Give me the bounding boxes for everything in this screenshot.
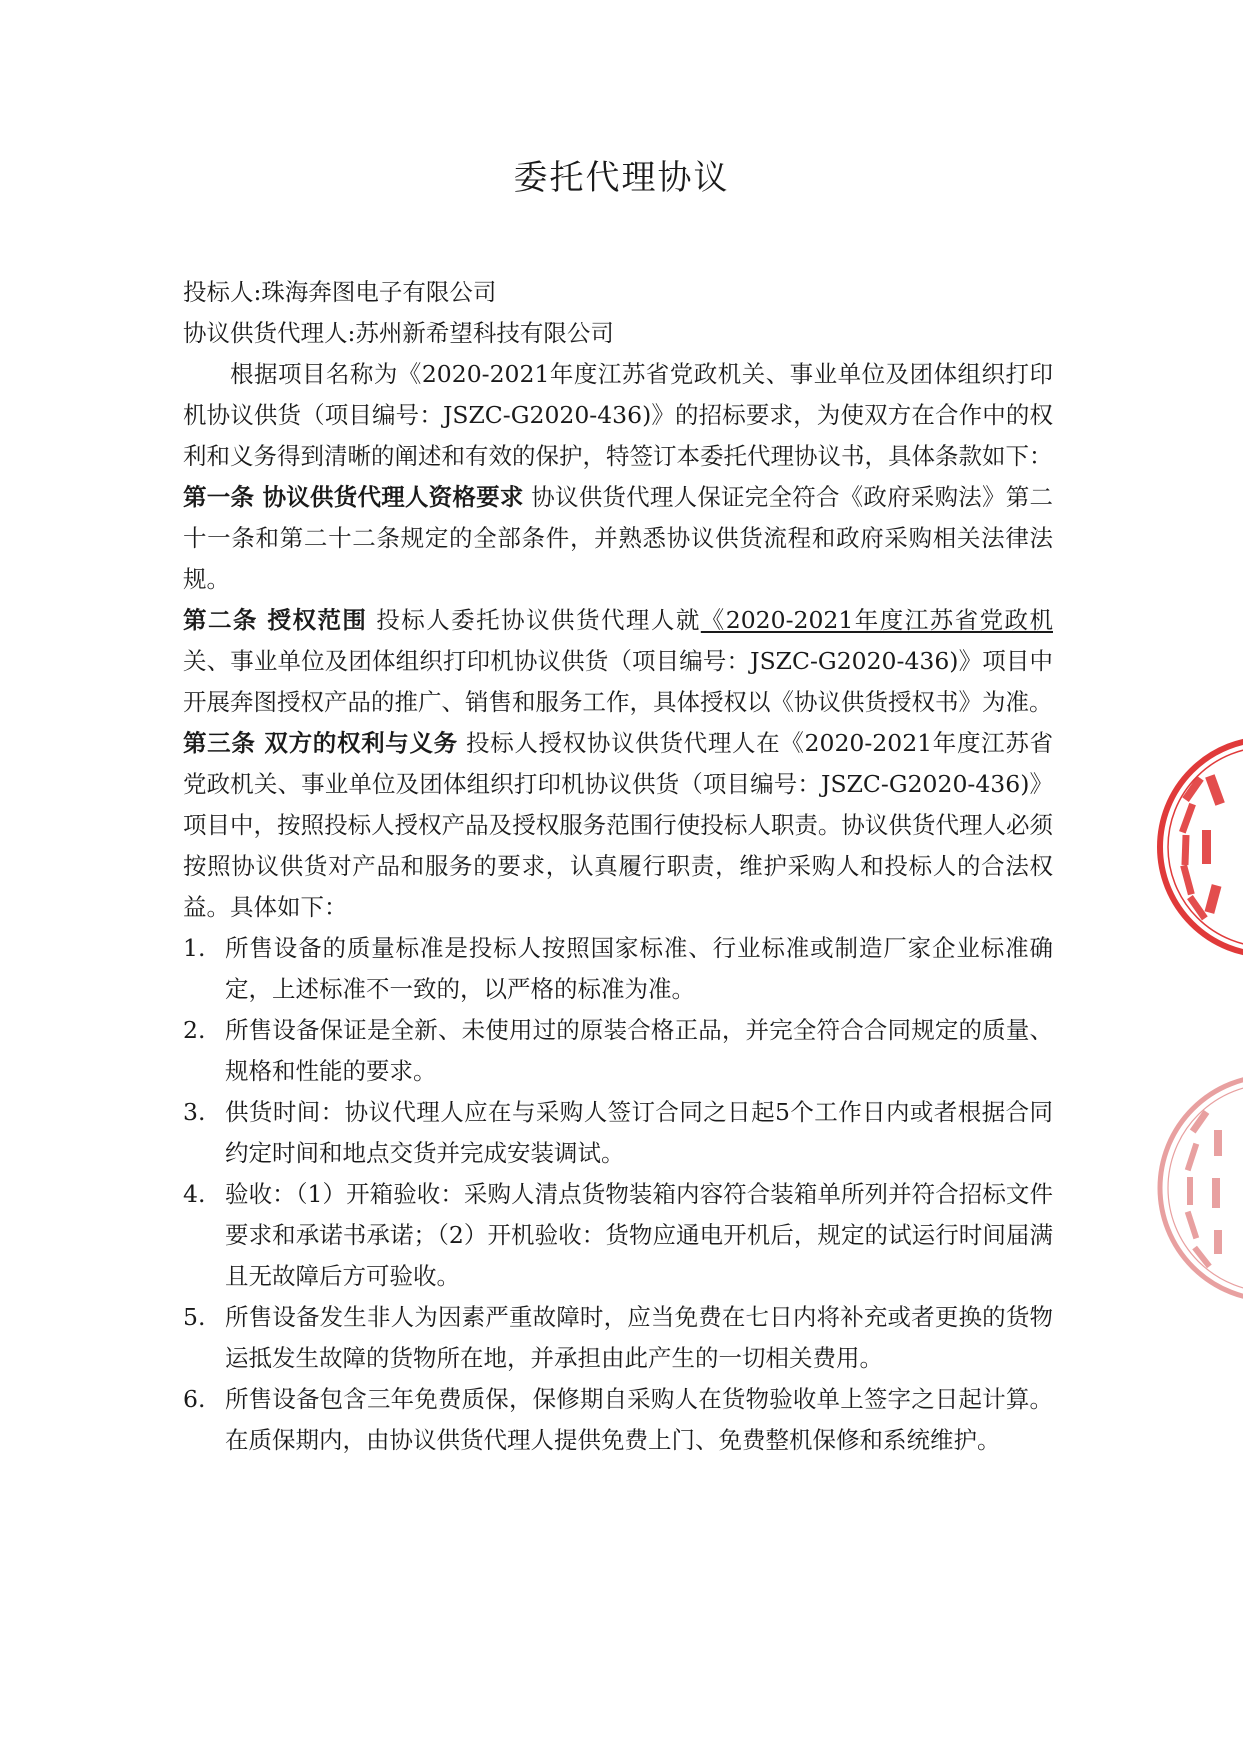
clause-3-heading: 第三条 双方的权利与义务 — [183, 729, 458, 757]
clause-2-heading: 第二条 授权范围 — [183, 606, 368, 634]
bidder-seal-stamp — [1150, 1070, 1243, 1310]
document-title: 委托代理协议 — [513, 158, 730, 198]
list-item-number: 6. — [183, 1385, 206, 1413]
list-item-text: 所售设备保证是全新、未使用过的原装合格正品，并完全符合合同规定的质量、规格和性能的要求。 — [225, 1016, 1053, 1085]
agent-line: 协议供货代理人:苏州新希望科技有限公司 — [183, 319, 614, 347]
clause-3-text: 投标人授权协议供货代理人在《2020-2021年度江苏省党政机关、事业单位及团体组织打印机协议供货（项目编号：JSZC-G2020-436)》项目中，按照投标人授权产品及授权服务范围行使投标人职责。协议供货代理人必须按照协议供货对产品和服务的要求，认真履行职责，维护采购人和投标人的合法权益。具体如下： — [183, 729, 1053, 921]
intro-paragraph: 根据项目名称为《2020-2021年度江苏省党政机关、事业单位及团体组织打印机协议供货（项目编号：JSZC-G2020-436)》的招标要求，为使双方在合作中的权利和义务得到清晰的阐述和有效的保护，特签订本委托代理协议书，具体条款如下： — [183, 360, 1053, 470]
list-item — [183, 928, 1053, 1010]
list-item-number: 3. — [183, 1098, 206, 1126]
list-item — [183, 1092, 1053, 1174]
document-body — [183, 272, 1053, 1461]
clause-2-underlined: 《2020-2021年度江苏省党政机 — [700, 606, 1053, 634]
clause-1-text: 协议供货代理人保证完全符合《政府采购法》第二十一条和第二十二条规定的全部条件，并熟悉协议供货流程和政府采购相关法律法规。 — [183, 483, 1053, 593]
obligation-list — [183, 928, 1053, 1461]
clause-2-text-after: 关、事业单位及团体组织打印机协议供货（项目编号：JSZC-G2020-436)》项目中开展奔图授权产品的推广、销售和服务工作，具体授权以《协议供货授权书》为准。 — [183, 647, 1053, 716]
list-item-text: 验收：（1）开箱验收：采购人清点货物装箱内容符合装箱单所列并符合招标文件要求和承诺书承诺；（2）开机验收：货物应通电开机后，规定的试运行时间届满且无故障后方可验收。 — [225, 1180, 1053, 1290]
list-item — [183, 1297, 1053, 1379]
clause-2 — [183, 600, 1053, 723]
list-item — [183, 1174, 1053, 1297]
list-item-text: 所售设备的质量标准是投标人按照国家标准、行业标准或制造厂家企业标准确定，上述标准不一致的，以严格的标准为准。 — [225, 934, 1053, 1003]
clause-1 — [183, 477, 1053, 600]
list-item-text: 所售设备发生非人为因素严重故障时，应当免费在七日内将补充或者更换的货物运抵发生故障的货物所在地，并承担由此产生的一切相关费用。 — [225, 1303, 1053, 1372]
list-item-number: 5. — [183, 1303, 206, 1331]
list-item — [183, 1010, 1053, 1092]
list-item-text: 所售设备包含三年免费质保，保修期自采购人在货物验收单上签字之日起计算。在质保期内，由协议供货代理人提供免费上门、免费整机保修和系统维护。 — [225, 1385, 1053, 1454]
list-item-number: 2. — [183, 1016, 206, 1044]
bidder-line: 投标人:珠海奔图电子有限公司 — [183, 278, 497, 306]
clause-1-heading: 第一条 协议供货代理人资格要求 — [183, 483, 524, 511]
agent-seal-stamp — [1150, 735, 1243, 965]
list-item-number: 4. — [183, 1180, 206, 1208]
list-item-text: 供货时间：协议代理人应在与采购人签订合同之日起5个工作日内或者根据合同约定时间和地点交货并完成安装调试。 — [225, 1098, 1053, 1167]
clause-3 — [183, 723, 1053, 928]
clause-2-text-before: 投标人委托协议供货代理人就 — [367, 606, 701, 634]
list-item — [183, 1379, 1053, 1461]
list-item-number: 1. — [183, 934, 206, 962]
